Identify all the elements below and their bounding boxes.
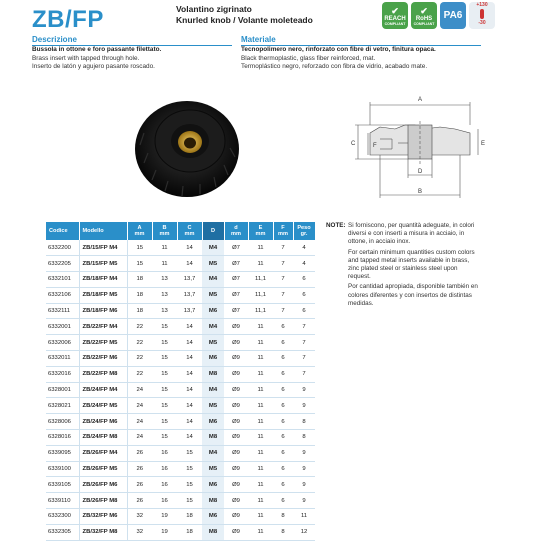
table-cell: 11 <box>248 256 273 272</box>
table-cell: M8 <box>202 524 224 540</box>
table-cell: 11,1 <box>248 287 273 303</box>
table-cell: 8 <box>293 430 315 446</box>
note-label: NOTE: <box>326 222 346 229</box>
table-cell: 11 <box>152 256 177 272</box>
table-cell: 22 <box>127 335 152 351</box>
table-row <box>46 430 315 446</box>
technical-drawing <box>340 85 490 205</box>
table-cell: 24 <box>127 430 152 446</box>
table-cell: 6 <box>273 414 293 430</box>
table-row <box>46 287 315 303</box>
table-cell: 6 <box>273 382 293 398</box>
table-cell: ZB/32/FP M8 <box>79 524 127 540</box>
table-cell: M4 <box>202 240 224 256</box>
table-cell: 8 <box>273 524 293 540</box>
table-cell: 11 <box>248 335 273 351</box>
table-cell: 4 <box>293 256 315 272</box>
check-icon: ✔ <box>420 6 428 16</box>
table-cell: 6328021 <box>46 398 79 414</box>
table-row <box>46 335 315 351</box>
table-cell: 7 <box>273 303 293 319</box>
table-cell: 11 <box>248 430 273 446</box>
table-cell: 11 <box>248 351 273 367</box>
table-cell: 13,7 <box>177 287 202 303</box>
certification-badges <box>382 2 495 29</box>
table-cell: 7 <box>273 240 293 256</box>
table-cell: Ø9 <box>224 430 248 446</box>
table-cell: 14 <box>177 256 202 272</box>
table-cell: 16 <box>152 445 177 461</box>
table-row <box>46 240 315 256</box>
table-cell: M6 <box>202 351 224 367</box>
table-cell: 6328006 <box>46 414 79 430</box>
table-cell: 7 <box>273 256 293 272</box>
table-cell: 9 <box>293 445 315 461</box>
table-row <box>46 414 315 430</box>
description-heading: Descrizione <box>32 35 77 44</box>
table-cell: 15 <box>177 493 202 509</box>
table-cell: 6 <box>293 303 315 319</box>
table-cell: ZB/22/FP M4 <box>79 319 127 335</box>
dim-label-f: F <box>373 143 377 149</box>
table-cell: 18 <box>177 524 202 540</box>
table-row <box>46 382 315 398</box>
table-cell: 7 <box>293 335 315 351</box>
pa6-badge: PA6 <box>440 2 466 29</box>
table-cell: 6 <box>293 272 315 288</box>
table-cell: 6332300 <box>46 509 79 525</box>
table-header-row <box>46 222 315 240</box>
table-cell: M8 <box>202 366 224 382</box>
table-row <box>46 461 315 477</box>
table-cell: 15 <box>152 366 177 382</box>
table-cell: ZB/24/FP M6 <box>79 414 127 430</box>
table-cell: 11 <box>248 493 273 509</box>
table-cell: 6339095 <box>46 445 79 461</box>
table-cell: ZB/26/FP M6 <box>79 477 127 493</box>
table-cell: 18 <box>127 272 152 288</box>
table-cell: 14 <box>177 319 202 335</box>
table-row <box>46 366 315 382</box>
table-cell: M6 <box>202 303 224 319</box>
table-cell: Ø9 <box>224 382 248 398</box>
table-cell: 11 <box>248 477 273 493</box>
table-cell: 6332106 <box>46 287 79 303</box>
table-cell: Ø7 <box>224 240 248 256</box>
table-cell: 15 <box>152 335 177 351</box>
note-english: For certain minimum quantities custom colors and tapped metal inserts available in brass, zinc plated steel or stainless steel upon request. <box>348 248 475 281</box>
table-cell: 26 <box>127 461 152 477</box>
table-cell: 12 <box>293 524 315 540</box>
column-header: F mm <box>273 222 293 240</box>
table-cell: Ø7 <box>224 256 248 272</box>
table-cell: 6332305 <box>46 524 79 540</box>
table-cell: 15 <box>152 382 177 398</box>
table-row <box>46 256 315 272</box>
table-cell: 26 <box>127 493 152 509</box>
table-row <box>46 303 315 319</box>
table-cell: Ø9 <box>224 445 248 461</box>
table-cell: 11 <box>293 509 315 525</box>
table-row <box>46 524 315 540</box>
table-cell: 15 <box>152 398 177 414</box>
table-cell: ZB/22/FP M8 <box>79 366 127 382</box>
table-cell: 6332205 <box>46 256 79 272</box>
title-italian: Volantino zigrinato <box>176 4 252 14</box>
table-cell: 11 <box>248 461 273 477</box>
table-cell: 11,1 <box>248 303 273 319</box>
table-cell: 14 <box>177 414 202 430</box>
table-cell: Ø9 <box>224 493 248 509</box>
table-cell: ZB/18/FP M5 <box>79 287 127 303</box>
table-cell: M5 <box>202 461 224 477</box>
table-cell: 14 <box>177 335 202 351</box>
table-cell: 6339105 <box>46 477 79 493</box>
table-cell: 19 <box>152 524 177 540</box>
table-cell: 6 <box>273 493 293 509</box>
description-text: Bussola in ottone e foro passante filettato. Brass insert with tapped through hole. Inserto de latón y agujero pasante roscado. <box>32 46 162 71</box>
table-cell: 6 <box>273 398 293 414</box>
table-cell: 13 <box>152 272 177 288</box>
table-cell: 6 <box>273 445 293 461</box>
table-cell: 16 <box>152 493 177 509</box>
column-header: C mm <box>177 222 202 240</box>
table-cell: 15 <box>127 256 152 272</box>
table-cell: 24 <box>127 398 152 414</box>
table-cell: 13,7 <box>177 303 202 319</box>
table-cell: 14 <box>177 240 202 256</box>
table-cell: Ø9 <box>224 524 248 540</box>
table-cell: 6 <box>273 335 293 351</box>
table-cell: 9 <box>293 493 315 509</box>
check-icon: ✔ <box>391 6 399 16</box>
table-cell: 11 <box>248 509 273 525</box>
table-cell: 14 <box>177 398 202 414</box>
table-cell: 9 <box>293 382 315 398</box>
table-cell: M5 <box>202 335 224 351</box>
table-cell: 15 <box>152 319 177 335</box>
table-cell: 11,1 <box>248 272 273 288</box>
dim-label-a: A <box>418 97 423 103</box>
table-cell: 6339100 <box>46 461 79 477</box>
column-header: Modello <box>79 222 127 240</box>
table-cell: M8 <box>202 430 224 446</box>
table-cell: 15 <box>127 240 152 256</box>
table-cell: M4 <box>202 445 224 461</box>
table-cell: 11 <box>248 445 273 461</box>
table-cell: Ø7 <box>224 272 248 288</box>
note-spanish: Por cantidad apropiada, disponible también en colores diferentes y con insertos de distintas medidas. <box>348 283 478 307</box>
table-cell: 7 <box>293 351 315 367</box>
table-cell: 11 <box>248 524 273 540</box>
table-cell: 11 <box>152 240 177 256</box>
table-cell: ZB/26/FP M8 <box>79 493 127 509</box>
table-cell: Ø9 <box>224 366 248 382</box>
column-header: B mm <box>152 222 177 240</box>
table-cell: 9 <box>293 461 315 477</box>
table-cell: Ø9 <box>224 509 248 525</box>
table-cell: ZB/24/FP M4 <box>79 382 127 398</box>
dim-label-e: E <box>481 141 486 147</box>
table-cell: ZB/24/FP M5 <box>79 398 127 414</box>
table-cell: 6332200 <box>46 240 79 256</box>
table-cell: 11 <box>248 414 273 430</box>
table-cell: Ø7 <box>224 287 248 303</box>
table-cell: M4 <box>202 382 224 398</box>
title-english-spanish: Knurled knob / Volante moleteado <box>176 15 313 25</box>
table-cell: Ø9 <box>224 477 248 493</box>
table-cell: 26 <box>127 477 152 493</box>
table-cell: 15 <box>177 461 202 477</box>
table-cell: 6332016 <box>46 366 79 382</box>
table-cell: M6 <box>202 509 224 525</box>
product-titles <box>176 4 313 26</box>
table-cell: 14 <box>177 430 202 446</box>
table-cell: M5 <box>202 398 224 414</box>
table-cell: Ø9 <box>224 351 248 367</box>
column-header: A mm <box>127 222 152 240</box>
table-cell: 15 <box>152 430 177 446</box>
table-cell: 6 <box>273 351 293 367</box>
reach-badge: ✔ REACH COMPLIANT <box>382 2 408 29</box>
table-cell: M4 <box>202 319 224 335</box>
notes-section <box>326 222 480 310</box>
table-cell: 6332006 <box>46 335 79 351</box>
table-cell: 6328001 <box>46 382 79 398</box>
table-cell: 11 <box>248 319 273 335</box>
table-cell: 7 <box>273 287 293 303</box>
table-cell: 6 <box>273 477 293 493</box>
table-cell: 22 <box>127 366 152 382</box>
table-cell: M6 <box>202 414 224 430</box>
table-cell: 32 <box>127 524 152 540</box>
table-cell: M4 <box>202 272 224 288</box>
table-cell: 18 <box>127 287 152 303</box>
table-row <box>46 272 315 288</box>
table-cell: 22 <box>127 319 152 335</box>
table-cell: ZB/18/FP M6 <box>79 303 127 319</box>
dim-label-b: B <box>418 189 423 195</box>
column-header: d mm <box>224 222 248 240</box>
table-cell: 8 <box>293 414 315 430</box>
product-code-title: ZB/FP <box>32 6 104 33</box>
column-header: E mm <box>248 222 273 240</box>
table-body <box>46 240 315 540</box>
table-cell: 6332111 <box>46 303 79 319</box>
table-cell: 24 <box>127 382 152 398</box>
table-cell: 6339110 <box>46 493 79 509</box>
table-cell: 15 <box>152 351 177 367</box>
table-cell: 4 <box>293 240 315 256</box>
table-cell: 7 <box>293 319 315 335</box>
table-cell: 6 <box>273 366 293 382</box>
table-cell: 15 <box>177 477 202 493</box>
table-row <box>46 351 315 367</box>
table-cell: 16 <box>152 461 177 477</box>
table-row <box>46 509 315 525</box>
material-heading: Materiale <box>241 35 276 44</box>
table-cell: 6332011 <box>46 351 79 367</box>
table-cell: ZB/18/FP M4 <box>79 272 127 288</box>
table-cell: 26 <box>127 445 152 461</box>
table-row <box>46 493 315 509</box>
specifications-table <box>46 222 316 541</box>
table-cell: Ø9 <box>224 461 248 477</box>
table-cell: 15 <box>177 445 202 461</box>
table-row <box>46 477 315 493</box>
column-header: Peso gr. <box>293 222 315 240</box>
thermometer-icon <box>480 9 484 19</box>
table-cell: 13 <box>152 303 177 319</box>
table-cell: 18 <box>177 509 202 525</box>
material-text: Tecnopolimero nero, rinforzato con fibre di vetro, finitura opaca. Black thermoplastic, glass fiber reinforced, mat. Termoplástico negro, reforzado con fibra de vidrio, acabado mate. <box>241 46 436 71</box>
table-row <box>46 398 315 414</box>
table-cell: 19 <box>152 509 177 525</box>
table-cell: ZB/24/FP M8 <box>79 430 127 446</box>
column-header: D <box>202 222 224 240</box>
table-cell: 7 <box>293 366 315 382</box>
table-cell: ZB/26/FP M4 <box>79 445 127 461</box>
table-cell: Ø9 <box>224 398 248 414</box>
rohs-badge: ✔ RoHS COMPLIANT <box>411 2 437 29</box>
table-cell: 9 <box>293 477 315 493</box>
table-cell: 16 <box>152 477 177 493</box>
table-cell: 11 <box>248 398 273 414</box>
table-cell: 11 <box>248 240 273 256</box>
table-cell: 6 <box>293 287 315 303</box>
table-cell: 18 <box>127 303 152 319</box>
table-cell: 9 <box>293 398 315 414</box>
table-cell: 6 <box>273 461 293 477</box>
table-cell: 11 <box>248 382 273 398</box>
temperature-badge: +130 -30 <box>469 2 495 29</box>
table-cell: 7 <box>273 272 293 288</box>
table-cell: Ø9 <box>224 319 248 335</box>
table-cell: 14 <box>177 351 202 367</box>
dim-label-c: C <box>351 141 356 147</box>
table-cell: 32 <box>127 509 152 525</box>
table-row <box>46 319 315 335</box>
table-cell: ZB/22/FP M6 <box>79 351 127 367</box>
table-cell: Ø9 <box>224 335 248 351</box>
table-cell: 6 <box>273 319 293 335</box>
table-cell: 22 <box>127 351 152 367</box>
table-cell: 14 <box>177 366 202 382</box>
table-cell: 15 <box>152 414 177 430</box>
dim-label-d: D <box>418 169 423 175</box>
table-cell: M6 <box>202 477 224 493</box>
table-cell: ZB/32/FP M6 <box>79 509 127 525</box>
table-cell: 6332101 <box>46 272 79 288</box>
table-cell: Ø9 <box>224 414 248 430</box>
note-italian: Si forniscono, per quantità adeguate, in colori diversi e con inserti a misura in acciaio, in ottone, in acciaio inox. <box>348 222 475 246</box>
table-cell: 13 <box>152 287 177 303</box>
table-cell: 14 <box>177 382 202 398</box>
table-cell: ZB/22/FP M5 <box>79 335 127 351</box>
table-cell: Ø7 <box>224 303 248 319</box>
table-cell: 24 <box>127 414 152 430</box>
table-row <box>46 445 315 461</box>
table-cell: ZB/15/FP M4 <box>79 240 127 256</box>
table-cell: M8 <box>202 493 224 509</box>
table-cell: ZB/26/FP M5 <box>79 461 127 477</box>
knurled-knob-image <box>120 85 250 205</box>
table-cell: 13,7 <box>177 272 202 288</box>
table-cell: 6332001 <box>46 319 79 335</box>
table-cell: M5 <box>202 256 224 272</box>
table-cell: 8 <box>273 509 293 525</box>
column-header: Codice <box>46 222 79 240</box>
table-cell: 6 <box>273 430 293 446</box>
table-cell: 11 <box>248 366 273 382</box>
table-cell: 6328016 <box>46 430 79 446</box>
table-cell: ZB/15/FP M5 <box>79 256 127 272</box>
table-cell: M5 <box>202 287 224 303</box>
